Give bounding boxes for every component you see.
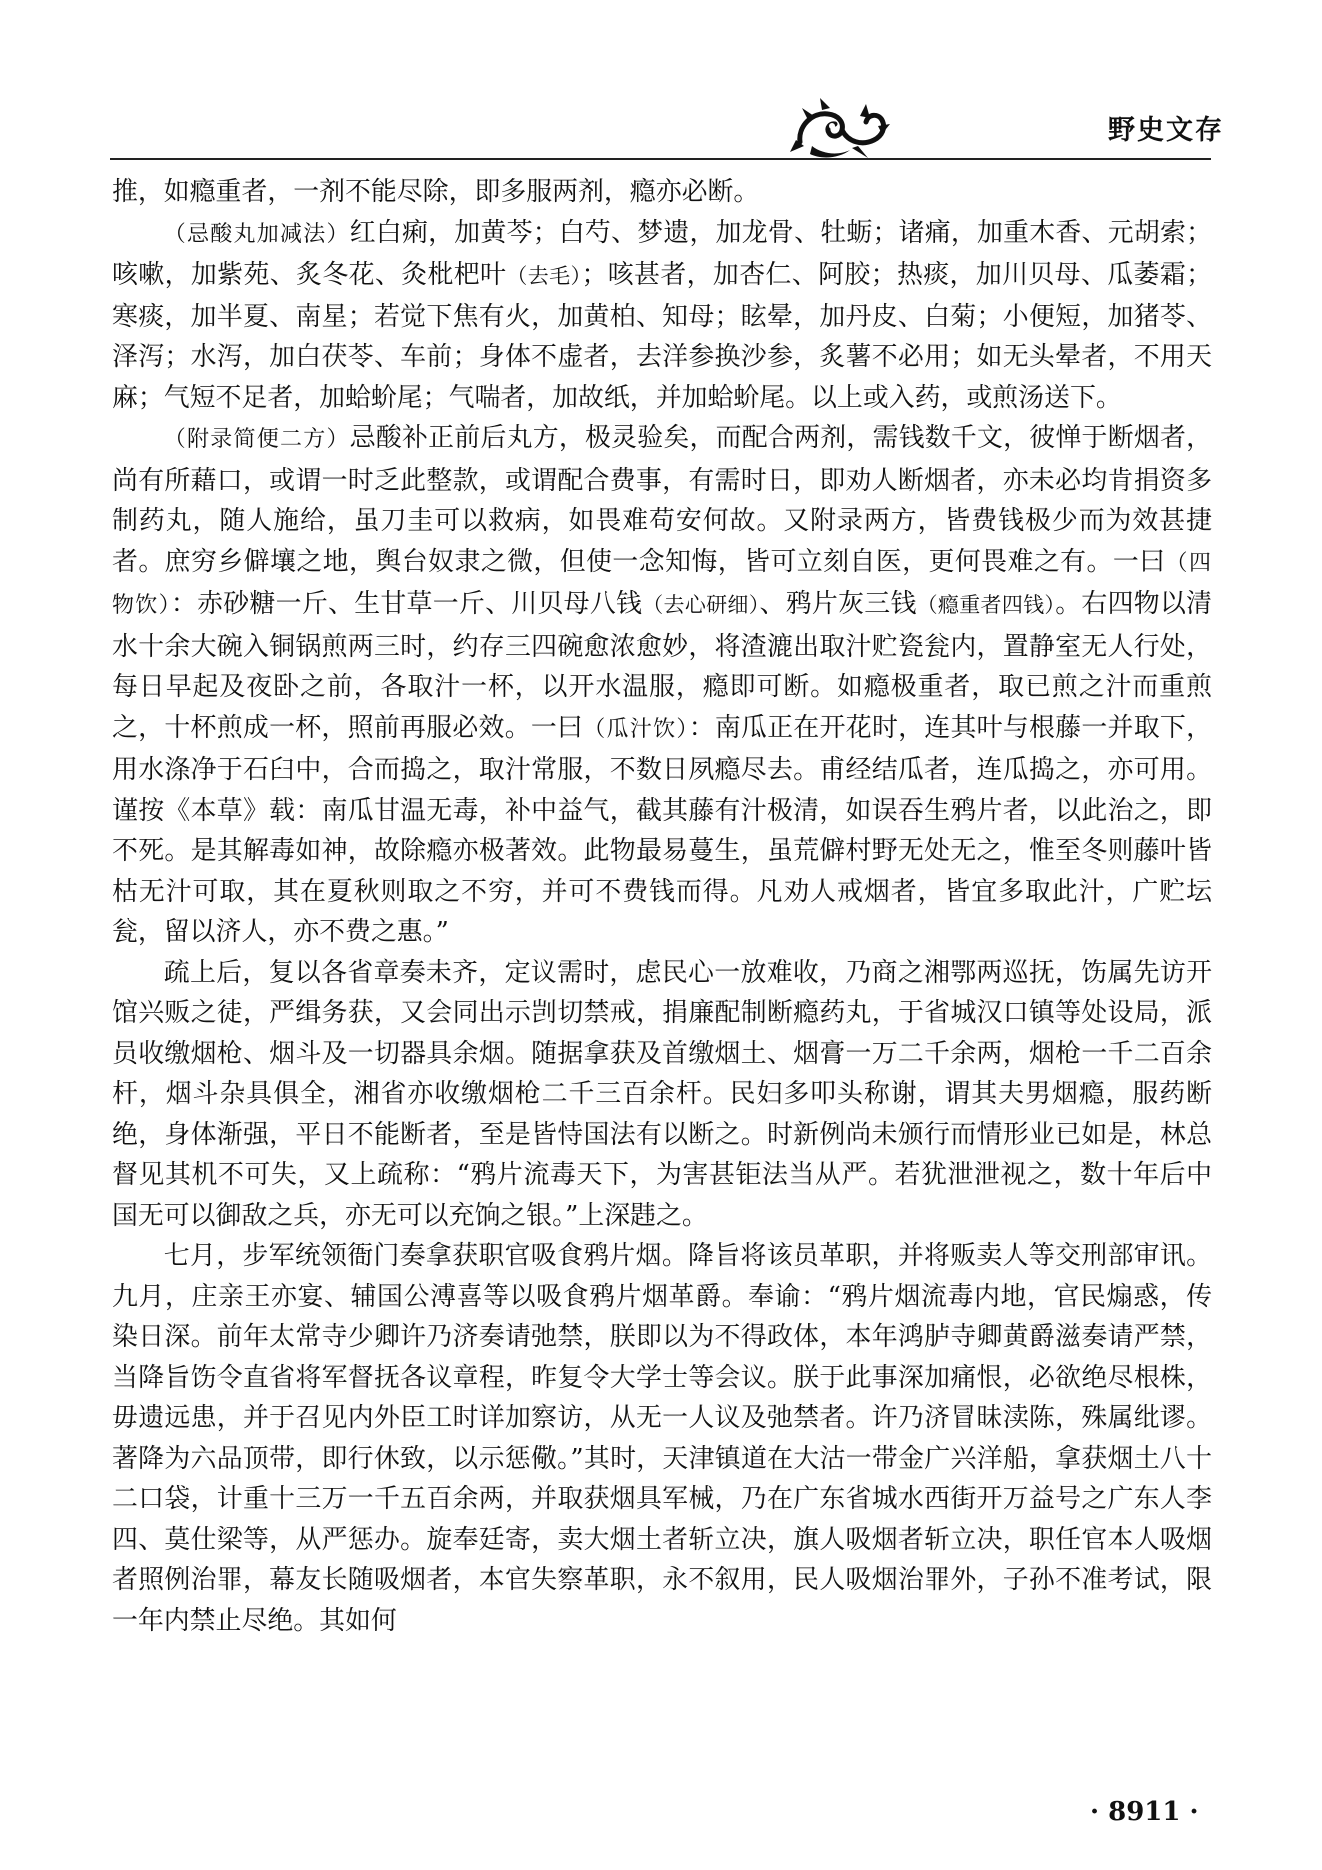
series-title: 野史文存 [1108,115,1224,146]
paragraph [112,172,1212,213]
text-run: 红白痢，加黄芩；白芍、梦遗，加龙骨、牡蛎；诸痛，加重木香、元胡索；咳嗽，加紫苑、炙冬花、灸枇杷叶 [112,217,1212,290]
text-run: 、鸦片灰三钱 [759,589,917,619]
paragraph [112,1236,1212,1641]
text-run: 七月，步军统领衙门奏拿获职官吸食鸦片烟。降旨将该员革职，并将贩卖人等交刑部审讯。九月，庄亲王亦宴、辅国公溥喜等以吸食鸦片烟革爵。奉谕：“鸦片烟流毒内地，官民煽惑，传染日深。前年太常寺少卿许乃济奏请弛禁，朕即以为不得政体，本年鸿胪寺卿黄爵滋奏请严禁，当降旨饬令直省将军督抚各议章程，昨复令大学士等会议。朕于此事深加痛恨，必欲绝尽根株，毋遗远患，并于召见内外臣工时详加察访，从无一人议及弛禁者。许乃济冒昧渎陈，殊属纰谬。著降为六品顶带，即行休致，以示惩儆。”其时，天津镇道在大沽一带金广兴洋船，拿获烟土八十二口袋，计重十三万一千五百余两，并取获烟具军械，乃在广东省城水西街开万益号之广东人李四、莫仕梁等，从严惩办。旋奉廷寄，卖大烟土者斩立决，旗人吸烟者斩立决，职任官本人吸烟者照例治罪，幕友长随吸烟者，本官失察革职，永不叙用，民人吸烟治罪外，子孙不准考试，限一年内禁止尽绝。其如何 [112,1241,1212,1636]
text-run: ：赤砂糖一斤、生甘草一斤、川贝母八钱 [170,589,643,619]
header-rule [110,158,1211,160]
dragon-emblem-svg [788,96,892,162]
section-label: （附录简便二方） [163,427,350,452]
page-number: · 8911 · [1090,1797,1199,1827]
text-run: 忌酸补正前后丸方，极灵验矣，而配合两剂，需钱数千文，彼惮于断烟者，尚有所藉口，或谓一时乏此整款，或谓配合费事，有需时日，即劝人断烟者，亦未必均肯捐资多制药丸，随人施给，虽刀圭可以救病，如畏难苟安何故。又附录两方，皆费钱极少而为效甚捷者。庶穷乡僻壤之地，舆台奴隶之微，但使一念知悔，皆可立刻自医，更何畏难之有。一曰 [112,423,1212,577]
text-run: ；咳甚者，加杏仁、阿胶；热痰，加川贝母、瓜萎霜；寒痰，加半夏、南星；若觉下焦有火，加黄柏、知母；眩晕，加丹皮、白菊；小便短，加猪苓、泽泻；水泻，加白茯苓、车前；身体不虚者，去洋参换沙参，炙薯不必用；如无头晕者，不用天麻；气短不足者，加蛤蚧尾；气喘者，加故纸，并加蛤蚧尾。以上或入药，或煎汤送下。 [112,260,1213,413]
text-run: ：南瓜正在开花时，连其叶与根藤一并取下，用水涤净于石臼中，合而捣之，取汁常服，不数日夙瘾尽去。甫经结瓜者，连瓜捣之，亦可用。谨按《本草》载：南瓜甘温无毒，补中益气，截其藤有汁极清，如误吞生鸦片者，以此治之，即不死。是其解毒如神，故除瘾亦极著效。此物最易蔓生，虽荒僻村野无处无之，惟至冬则藤叶皆枯无汁可取，其在夏秋则取之不穷，并可不费钱而得。凡劝人戒烟者，皆宜多取此汁，广贮坛瓮，留以济人，亦不费之惠。” [112,712,1212,947]
paragraph [112,418,1212,953]
text-run: 推，如瘾重者，一剂不能尽除，即多服两剂，瘾亦必断。 [112,177,760,207]
inline-note: （瘾重者四钱） [916,593,1056,617]
inline-note: （去心研细） [642,593,760,617]
paragraph [112,953,1212,1237]
text-run: 。右四物以清水十余大碗入铜锅煎两三时，约存三四碗愈浓愈妙，将渣漉出取汁贮瓷瓮内，置静室无人行处，每日早起及夜卧之前，各取汁一杯，以开水温服，瘾即可断。如瘾极重者，取已煎之汁而重煎之，十杯煎成一杯，照前再服必效。一曰 [112,589,1213,743]
body-text [112,172,1212,1641]
dragon-emblem-icon [788,96,892,162]
section-label: （四物饮） [112,550,1212,618]
section-label: （忌酸丸加减法） [163,221,350,247]
section-label: （瓜汁饮） [583,716,689,742]
text-run: 疏上后，复以各省章奏未齐，定议需时，虑民心一放难收，乃商之湘鄂两巡抚，饬属先访开馆兴贩之徒，严缉务获，又会同出示剀切禁戒，捐廉配制断瘾药丸，于省城汉口镇等处设局，派员收缴烟枪、烟斗及一切器具余烟。随据拿获及首缴烟土、烟膏一万二千余两，烟枪一千二百余杆，烟斗杂具俱全，湘省亦收缴烟枪二千三百余杆。民妇多叩头称谢，谓其夫男烟瘾，服药断绝，身体渐强，平日不能断者，至是皆恃国法有以断之。时新例尚未颁行而情形业已如是，林总督见其机不可失，又上疏称：“鸦片流毒天下，为害甚钜法当从严。若犹泄泄视之，数十年后中国无可以御敌之兵，亦无可以充饷之银。”上深韪之。 [112,957,1212,1231]
inline-note: （去毛） [506,264,582,288]
paragraph [112,213,1212,419]
page-header [788,96,1224,162]
